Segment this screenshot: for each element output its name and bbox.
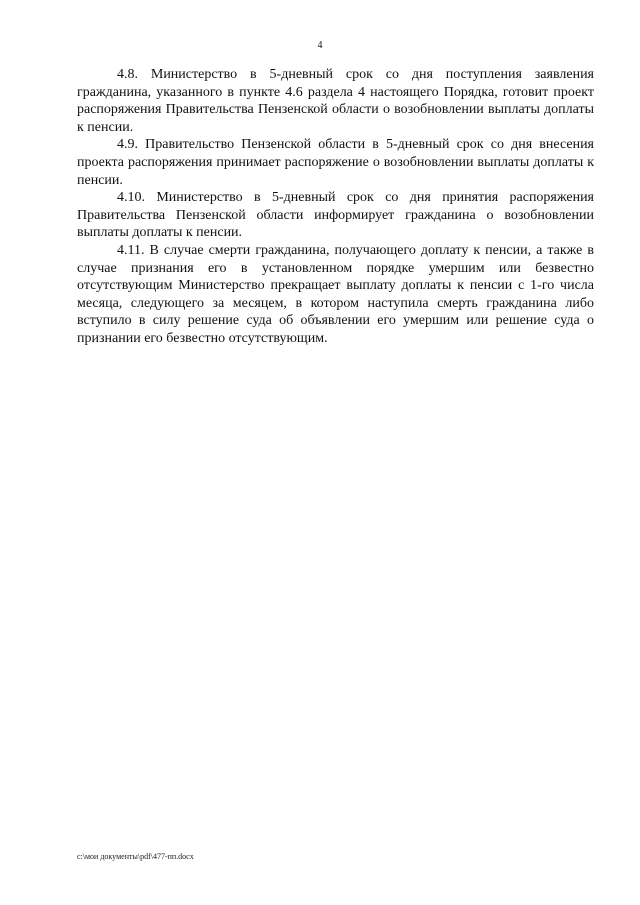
page-number: 4 xyxy=(317,40,323,51)
document-body xyxy=(77,66,594,348)
footer-file-path: c:\мои документы\pdf\477-пп.docx xyxy=(77,852,194,861)
paragraph-4-9: 4.9. Правительство Пензенской области в 5-дневный срок со дня внесения проекта распоряжения принимает распоряжение о возобновлении выплаты доплаты к пенсии. xyxy=(77,137,594,188)
paragraph-4-11: 4.11. В случае смерти гражданина, получающего доплату к пенсии, а также в случае признания его в установленном порядке умершим или безвестно отсутствующим Министерство прекращает выплату доплаты к пенсии с 1-го числа месяца, следующего за месяцем, в котором наступила смерть гражданина либо вступило в силу решение суда об объявлении его умершим или решение суда о признании его безвестно отсутствующим. xyxy=(77,242,594,346)
paragraph-4-10: 4.10. Министерство в 5-дневный срок со дня принятия распоряжения Правительства Пензенской области информирует гражданина о возобновлении выплаты доплаты к пенсии. xyxy=(77,190,594,241)
paragraph-4-8: 4.8. Министерство в 5-дневный срок со дня поступления заявления гражданина, указанного в пункте 4.6 раздела 4 настоящего Порядка, готовит проект распоряжения Правительства Пензенской области о возобновлении выплаты доплаты к пенсии. xyxy=(77,67,594,135)
